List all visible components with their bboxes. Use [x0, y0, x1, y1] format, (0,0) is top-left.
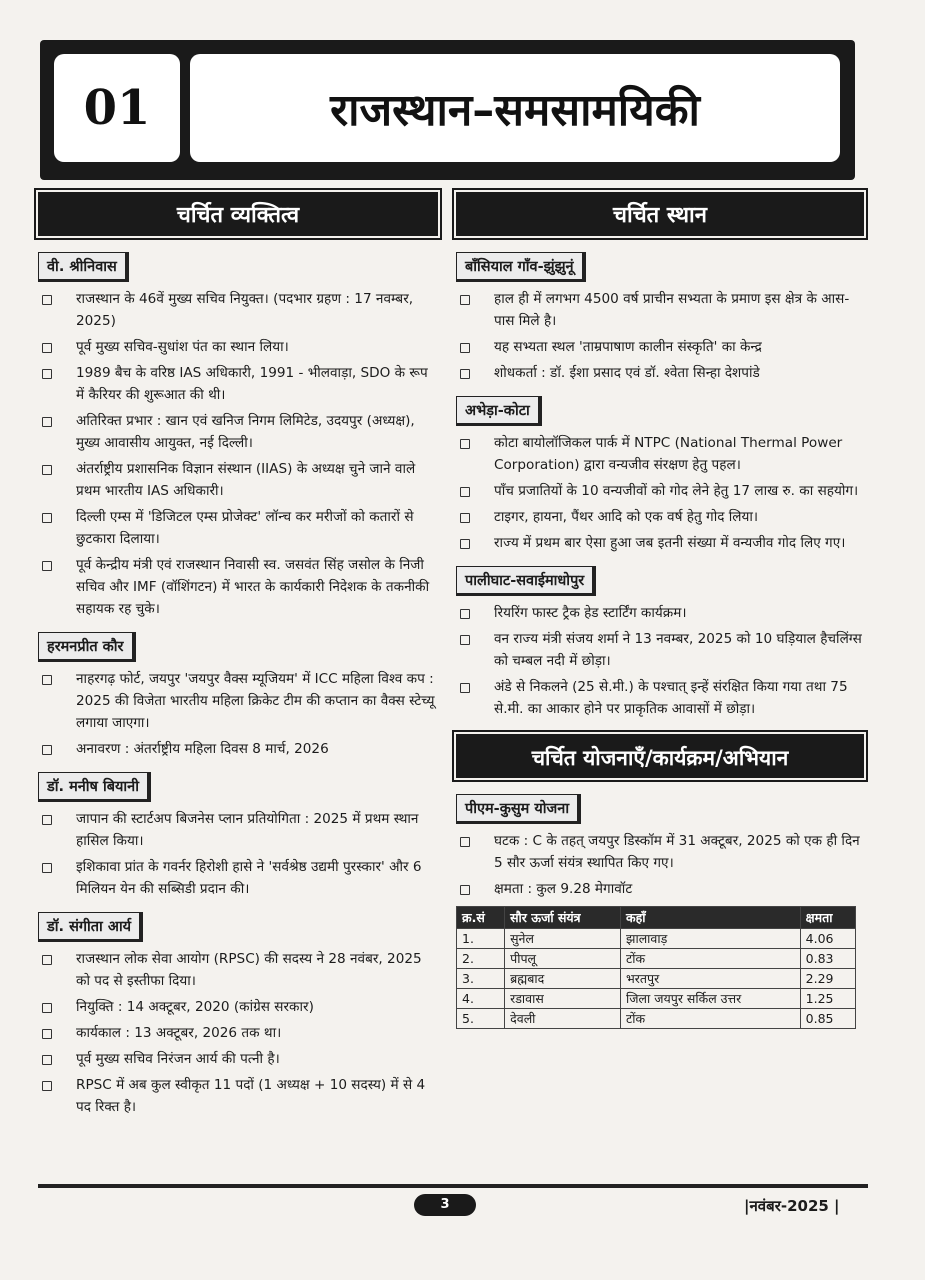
- place-items: [456, 432, 864, 554]
- person-block: [38, 624, 438, 760]
- person-items: [38, 948, 438, 1118]
- table-cell: पीपलू: [505, 949, 621, 969]
- table-cell: 2.: [457, 949, 505, 969]
- table-cell: 1.25: [800, 989, 855, 1009]
- table-cell: सुनेल: [505, 929, 621, 949]
- person-heading: हरमनप्रीत कौर: [38, 632, 136, 662]
- bullet-item: 1989 बैच के वरिष्ठ IAS अधिकारी, 1991 - भीलवाड़ा, SDO के रूप में कैरियर की शुरूआत की थी।: [38, 362, 438, 406]
- section-title-schemes: चर्चित योजनाएँ/कार्यक्रम/अभियान: [456, 734, 864, 778]
- bullet-item: अंडे से निकलने (25 से.मी.) के पश्चात् इन्हें संरक्षित किया गया तथा 75 से.मी. का आकार होने पर प्राकृतिक आवासों में छोड़ा।: [456, 676, 864, 720]
- table-cell: भरतपुर: [621, 969, 801, 989]
- person-heading: डॉ. संगीता आर्य: [38, 912, 143, 942]
- bullet-item: नियुक्ति : 14 अक्टूबर, 2020 (कांग्रेस सरकार): [38, 996, 438, 1018]
- place-heading: बाँसियाल गाँव-झुंझुनूं: [456, 252, 586, 282]
- bullet-item: पूर्व मुख्य सचिव-सुधांश पंत का स्थान लिया।: [38, 336, 438, 358]
- left-column: [38, 192, 438, 1122]
- bullet-item: जापान की स्टार्टअप बिजनेस प्लान प्रतियोगिता : 2025 में प्रथम स्थान हासिल किया।: [38, 808, 438, 852]
- place-heading: अभेड़ा-कोटा: [456, 396, 542, 426]
- table-body: [457, 929, 856, 1029]
- bullet-item: दिल्ली एम्स में 'डिजिटल एम्स प्रोजेक्ट' लॉन्च कर मरीजों को कतारों से छुटकारा दिलाया।: [38, 506, 438, 550]
- right-column: [456, 192, 864, 1029]
- bullet-item: राजस्थान लोक सेवा आयोग (RPSC) की सदस्य ने 28 नवंबर, 2025 को पद से इस्तीफा दिया।: [38, 948, 438, 992]
- chapter-number: 01: [54, 54, 180, 162]
- place-block: [456, 244, 864, 384]
- person-block: [38, 764, 438, 900]
- table-cell: 1.: [457, 929, 505, 949]
- table-cell: 0.83: [800, 949, 855, 969]
- table-cell: 2.29: [800, 969, 855, 989]
- place-block: [456, 388, 864, 554]
- bullet-item: राजस्थान के 46वें मुख्य सचिव नियुक्त। (पदभार ग्रहण : 17 नवम्बर, 2025): [38, 288, 438, 332]
- table-cell: झालावाड़: [621, 929, 801, 949]
- table-cell: 4.06: [800, 929, 855, 949]
- bullet-item: राज्य में प्रथम बार ऐसा हुआ जब इतनी संख्या में वन्यजीव गोद लिए गए।: [456, 532, 864, 554]
- person-block: [38, 244, 438, 620]
- table-cell: ब्रह्मबाद: [505, 969, 621, 989]
- table-header-cell: सौर ऊर्जा संयंत्र: [505, 907, 621, 929]
- place-items: [456, 602, 864, 720]
- issue-label: |नवंबर-2025 |: [744, 1197, 840, 1215]
- person-items: [38, 808, 438, 900]
- place-blocks: [456, 244, 864, 720]
- bullet-item: रियरिंग फास्ट ट्रैक हेड स्टार्टिंग कार्यक्रम।: [456, 602, 864, 624]
- table-cell: देवली: [505, 1009, 621, 1029]
- bullet-item: घटक : C के तहत् जयपुर डिस्कॉम में 31 अक्टूबर, 2025 को एक ही दिन 5 सौर ऊर्जा संयंत्र स्थापित किए गए।: [456, 830, 864, 874]
- table-row: [457, 969, 856, 989]
- table-row: [457, 929, 856, 949]
- bullet-item: वन राज्य मंत्री संजय शर्मा ने 13 नवम्बर, 2025 को 10 घड़ियाल हैचलिंग्स को चम्बल नदी में छोड़ा।: [456, 628, 864, 672]
- bullet-item: अंतर्राष्ट्रीय प्रशासनिक विज्ञान संस्थान (IIAS) के अध्यक्ष चुने जाने वाले प्रथम भारतीय IAS अधिकारी।: [38, 458, 438, 502]
- person-heading: वी. श्रीनिवास: [38, 252, 129, 282]
- chapter-title: राजस्थान–समसामयिकी: [190, 54, 840, 162]
- table-header-cell: क्र.सं: [457, 907, 505, 929]
- scheme-items: [456, 830, 864, 900]
- bullet-item: नाहरगढ़ फोर्ट, जयपुर 'जयपुर वैक्स म्यूजियम' में ICC महिला विश्व कप : 2025 की विजेता भारतीय महिला क्रिकेट टीम की कप्तान का वैक्स स्टेच्यू लगाया जाएगा।: [38, 668, 438, 734]
- table-cell: रडावास: [505, 989, 621, 1009]
- bullet-item: पाँच प्रजातियों के 10 वन्यजीवों को गोद लेने हेतु 17 लाख रु. का सहयोग।: [456, 480, 864, 502]
- place-heading: पालीघाट-सवाईमाधोपुर: [456, 566, 596, 596]
- solar-plant-table: [456, 906, 856, 1029]
- person-block: [38, 904, 438, 1118]
- bullet-item: अतिरिक्त प्रभार : खान एवं खनिज निगम लिमिटेड, उदयपुर (अध्यक्ष), मुख्य आवासीय आयुक्त, नई दिल्ली।: [38, 410, 438, 454]
- section-title-personalities: चर्चित व्यक्तित्व: [38, 192, 438, 236]
- table-header-cell: क्षमता: [800, 907, 855, 929]
- person-items: [38, 668, 438, 760]
- bullet-item: क्षमता : कुल 9.28 मेगावॉट: [456, 878, 864, 900]
- scheme-block: [456, 786, 864, 1029]
- bullet-item: पूर्व मुख्य सचिव निरंजन आर्य की पत्नी है।: [38, 1048, 438, 1070]
- bullet-item: इशिकावा प्रांत के गवर्नर हिरोशी हासे ने 'सर्वश्रेष्ठ उद्यमी पुरस्कार' और 6 मिलियन येन की सब्सिडी प्रदान की।: [38, 856, 438, 900]
- table-row: [457, 1009, 856, 1029]
- place-items: [456, 288, 864, 384]
- footer-rule: [38, 1184, 868, 1188]
- table-row: [457, 989, 856, 1009]
- table-cell: 4.: [457, 989, 505, 1009]
- place-block: [456, 558, 864, 720]
- table-cell: टोंक: [621, 949, 801, 969]
- table-header-cell: कहाँ: [621, 907, 801, 929]
- section-title-places: चर्चित स्थान: [456, 192, 864, 236]
- person-heading: डॉ. मनीष बियानी: [38, 772, 151, 802]
- table-cell: टोंक: [621, 1009, 801, 1029]
- bullet-item: कार्यकाल : 13 अक्टूबर, 2026 तक था।: [38, 1022, 438, 1044]
- bullet-item: हाल ही में लगभग 4500 वर्ष प्राचीन सभ्यता के प्रमाण इस क्षेत्र के आस-पास मिले है।: [456, 288, 864, 332]
- table-cell: 3.: [457, 969, 505, 989]
- chapter-header: [40, 40, 855, 180]
- bullet-item: कोटा बायोलॉजिकल पार्क में NTPC (National Thermal Power Corporation) द्वारा वन्यजीव संरक्षण हेतु पहल।: [456, 432, 864, 476]
- bullet-item: RPSC में अब कुल स्वीकृत 11 पदों (1 अध्यक्ष + 10 सदस्य) में से 4 पद रिक्त है।: [38, 1074, 438, 1118]
- bullet-item: शोधकर्ता : डॉ. ईशा प्रसाद एवं डॉ. श्वेता सिन्हा देशपांडे: [456, 362, 864, 384]
- table-cell: जिला जयपुर सर्किल उत्तर: [621, 989, 801, 1009]
- page-number: 3: [414, 1194, 476, 1216]
- person-items: [38, 288, 438, 620]
- table-row: [457, 949, 856, 969]
- bullet-item: टाइगर, हायना, पैंथर आदि को एक वर्ष हेतु गोद लिया।: [456, 506, 864, 528]
- personality-blocks: [38, 244, 438, 1118]
- bullet-item: अनावरण : अंतर्राष्ट्रीय महिला दिवस 8 मार्च, 2026: [38, 738, 438, 760]
- bullet-item: पूर्व केन्द्रीय मंत्री एवं राजस्थान निवासी स्व. जसवंत सिंह जसोल के निजी सचिव और IMF (वॉशिंगटन) में भारत के कार्यकारी निदेशक के तकनीकी सहायक रह चुके।: [38, 554, 438, 620]
- table-cell: 5.: [457, 1009, 505, 1029]
- scheme-heading: पीएम-कुसुम योजना: [456, 794, 581, 824]
- bullet-item: यह सभ्यता स्थल 'ताम्रपाषाण कालीन संस्कृति' का केन्द्र: [456, 336, 864, 358]
- table-cell: 0.85: [800, 1009, 855, 1029]
- table-header-row: [457, 907, 856, 929]
